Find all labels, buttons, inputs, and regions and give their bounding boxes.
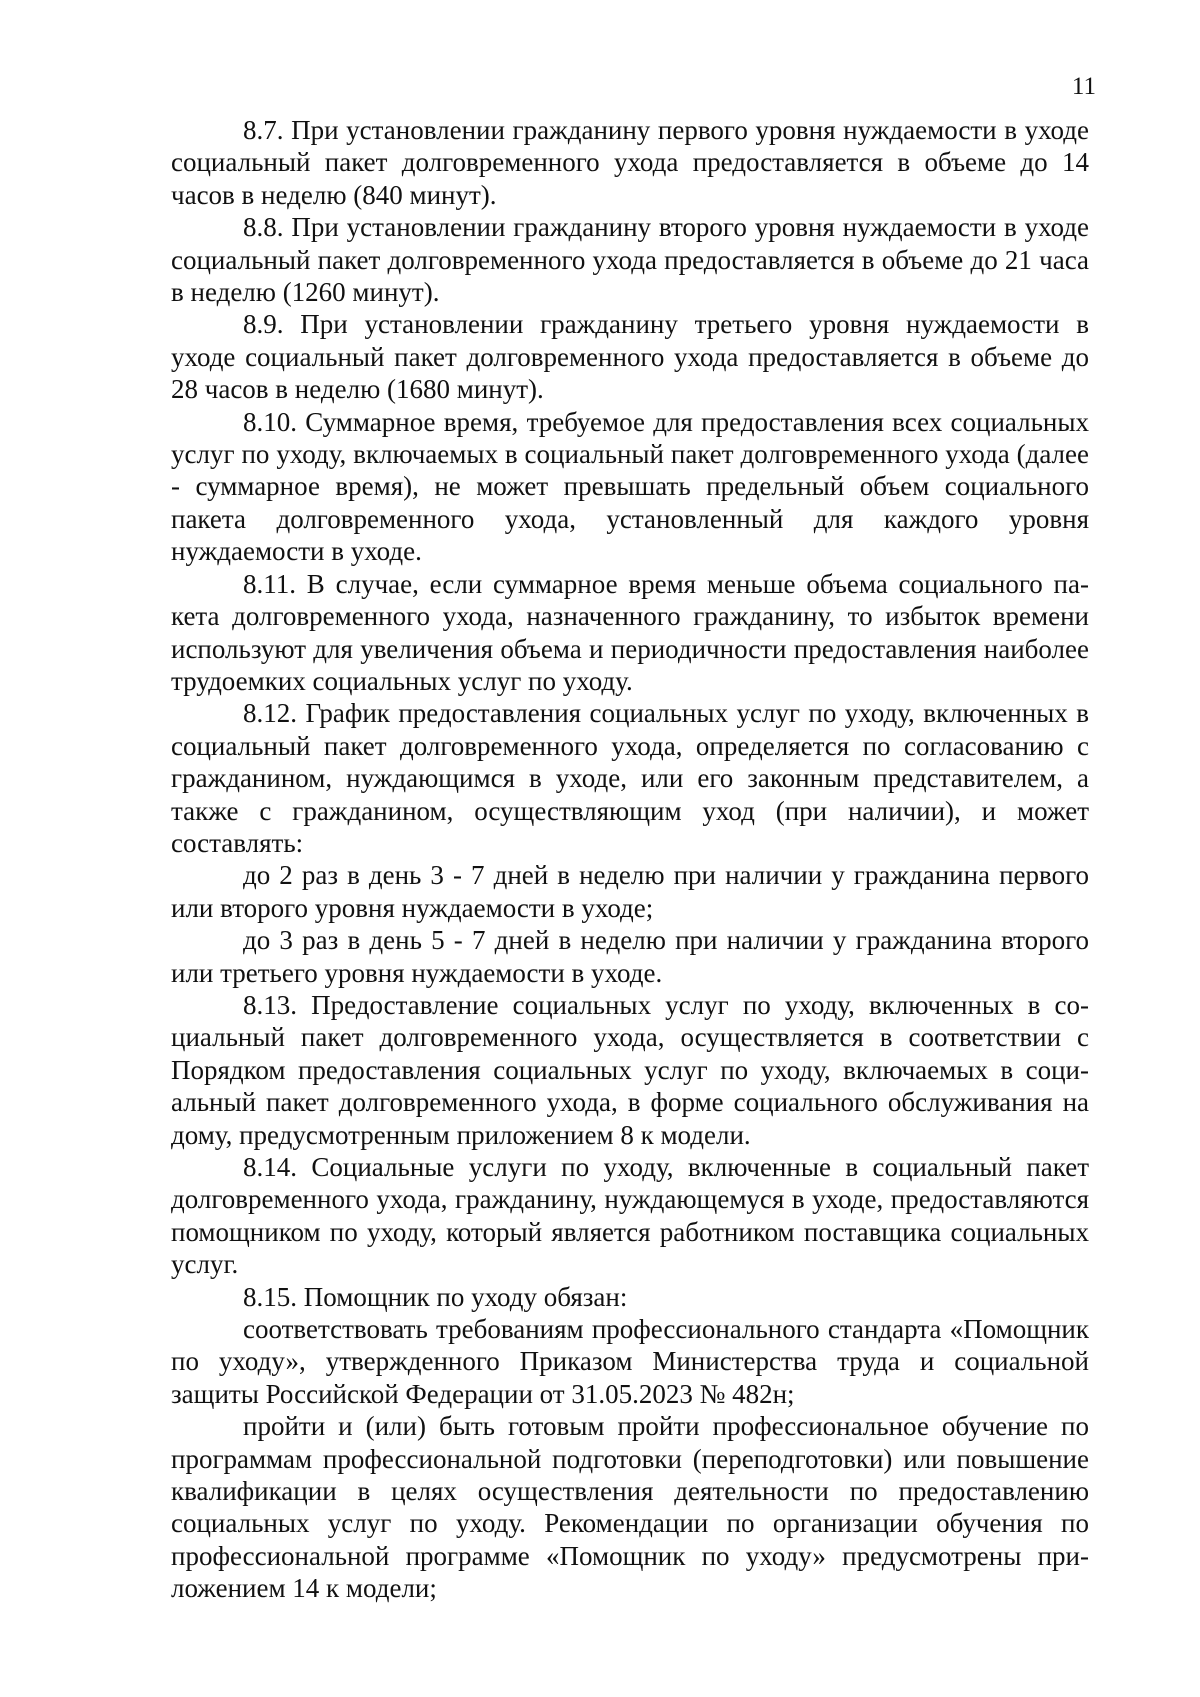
paragraph-8-12: 8.12. График предоставления социальных услуг по уходу, включенных в социальный пакет долговременного ухода, определяется по согласованию с гражданином, нуждающимся в уходе, или его законным представителем, а также с гражданином, осуществляющим уход (при наличии), и может составлять: <box>171 698 1089 858</box>
paragraph-8-9: 8.9. При установлении гражданину третьего уровня нуждаемости в уходе социальный пакет долговременного ухода предоставляется в объеме до 28 часов в неделю (1680 минут). <box>171 309 1089 405</box>
page-number: 11 <box>1071 73 1096 100</box>
paragraph-8-15-item-2: пройти и (или) быть готовым пройти профессиональное обучение по программам профессиональной подготовки (переподготовки) или повышение квалификации в целях осуществления деятельности по предоставлению социальных услуг по уходу. Рекомендации по организации обучения по профессиональной программе «Помощник по уходу» предусмотрены приложением 14 к модели; <box>171 1411 1089 1604</box>
document-body <box>171 114 1089 1605</box>
paragraph-8-12-item-2: до 3 раз в день 5 - 7 дней в неделю при наличии у гражданина второго или третьего уровня нуждаемости в уходе. <box>171 925 1089 988</box>
paragraph-8-12-item-1: до 2 раз в день 3 - 7 дней в неделю при наличии у гражданина первого или второго уровня нуждаемости в уходе; <box>171 860 1089 923</box>
paragraph-8-10: 8.10. Суммарное время, требуемое для предоставления всех социальных услуг по уходу, включаемых в социальный пакет долговременного ухода (далее - суммарное время), не может превышать предельный объем социального пакета долговременного ухода, установленный для каждого уровня нуждаемости в уходе. <box>171 406 1089 567</box>
paragraph-8-15-item-1: соответствовать требованиям профессионального стандарта «Помощник по уходу», утвержденного Приказом Министерства труда и социальной защиты Российской Федерации от 31.05.2023 № 482н; <box>171 1314 1089 1409</box>
paragraph-8-13: 8.13. Предоставление социальных услуг по уходу, включенных в социальный пакет долговременного ухода, осуществляется в соответствии с Порядком предоставления социальных услуг по уходу, включаемых в социальный пакет долговременного ухода, в форме социального обслуживания на дому, предусмотренным приложением 8 к модели. <box>171 989 1089 1150</box>
paragraph-8-7: 8.7. При установлении гражданину первого уровня нуждаемости в уходе социальный пакет долговременного ухода предоставляется в объеме до 14 часов в неделю (840 минут). <box>171 115 1089 210</box>
paragraph-8-8: 8.8. При установлении гражданину второго уровня нуждаемости в уходе социальный пакет долговременного ухода предоставляется в объеме до 21 часа в неделю (1260 минут). <box>171 212 1089 308</box>
paragraph-8-15: 8.15. Помощник по уходу обязан: <box>243 1281 628 1312</box>
paragraph-8-11: 8.11. В случае, если суммарное время меньше объема социального пакета долговременного ухода, назначенного гражданину, то избыток времени используют для увеличения объема и периодичности предоставления наиболее трудоемких социальных услуг по уходу. <box>171 568 1089 696</box>
paragraph-8-14: 8.14. Социальные услуги по уходу, включенные в социальный пакет долговременного ухода, гражданину, нуждающемуся в уходе, предоставляются помощником по уходу, который является работником поставщика социальных услуг. <box>171 1152 1089 1280</box>
